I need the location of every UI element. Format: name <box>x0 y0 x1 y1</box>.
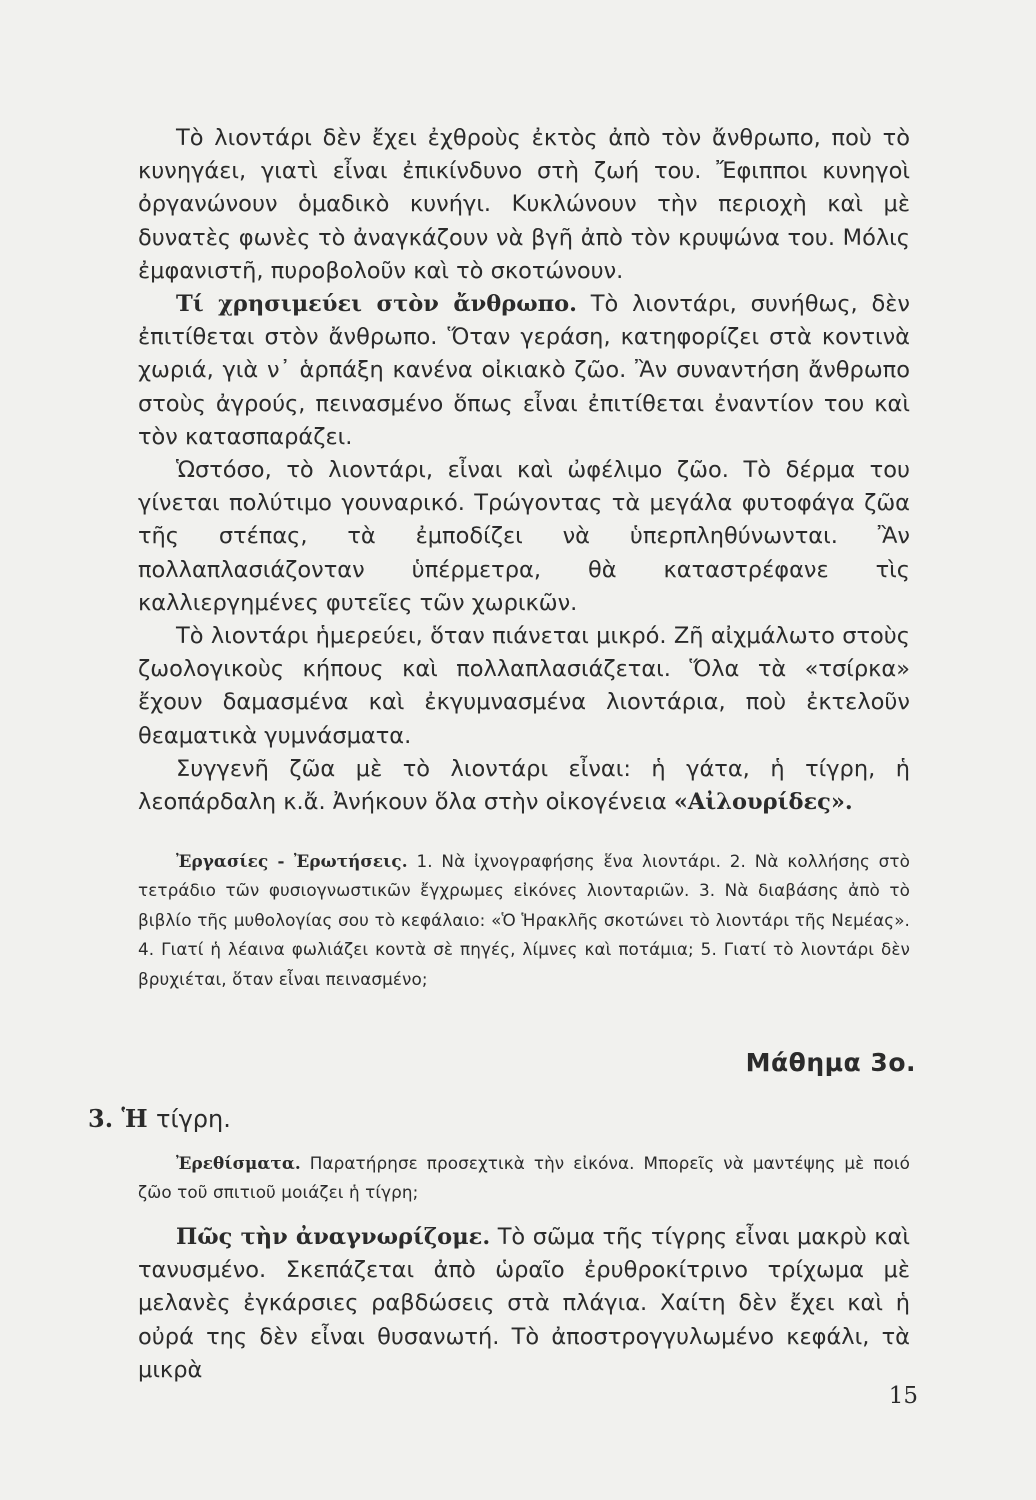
heading-recognition: Πῶς τὴν ἀναγνωρίζομε. <box>176 1224 491 1250</box>
recognition-block <box>138 1221 910 1387</box>
relatives-text: Συγγενῆ ζῶα μὲ τὸ λιοντάρι εἶναι: ἡ γάτα, ἡ τίγρη, ἡ λεοπάρδαλη κ.ἄ. Ἀνήκουν ὅλα στὴν οἰκογένεια <box>138 755 910 816</box>
exercises-block <box>138 847 910 994</box>
paragraph-lion-relatives <box>138 753 910 819</box>
section-number: 3. Ἡ <box>88 1104 148 1133</box>
paragraph-exercises <box>138 847 910 994</box>
paragraph-lion-captivity: Τὸ λιοντάρι ἡμερεύει, ὅταν πιάνεται μικρό. Ζῆ αἰχμάλωτο στοὺς ζωολογικοὺς κήπους καὶ πολλαπλασιάζεται. Ὅλα τὰ «τσίρκα» ἔχουν δαμασμένα καὶ ἐκγυμνασμένα λιοντάρια, ποὺ ἐκτελοῦν θεαματικὰ γυμνάσματα. <box>138 623 910 749</box>
paragraph-lion-enemies: Τὸ λιοντάρι δὲν ἔχει ἐχθροὺς ἐκτὸς ἀπὸ τὸν ἄνθρωπο, ποὺ τὸ κυνηγάει, γιατὶ εἶναι ἐπικίνδυνο στὴ ζωή του. Ἔφιπποι κυνηγοὶ ὀργανώνουν ὁμαδικὸ κυνήγι. Κυκλώνουν τὴν περιοχὴ καὶ μὲ δυνατὲς φωνὲς τὸ ἀναγκάζουν νὰ βγῆ ἀπὸ τὸν κρυψώνα του. Μόλις ἐμφανιστῆ, πυροβολοῦν καὶ τὸ σκοτώνουν. <box>138 125 910 284</box>
section-name: τίγρη. <box>156 1105 231 1133</box>
recognition-text: Τὸ σῶμα τῆς τίγρης εἶναι μακρὺ καὶ τανυσμένο. Σκεπάζεται ἀπὸ ὡραῖο ἐρυθροκίτρινο τρίχωμα μὲ μελανὲς ἐγκάρσιες ραβδώσεις στὰ πλάγια. Χαίτη δὲν ἔχει καὶ ἡ οὐρά της δὲν εἶναι θυσανωτή. Τὸ ἀποστρογγυλωμένο κεφάλι, τὰ μικρὰ <box>138 1224 910 1383</box>
paragraph-stimuli <box>138 1149 910 1208</box>
stimuli-block <box>138 1149 910 1208</box>
lesson-title: Μάθημα 3ο. <box>745 1048 916 1077</box>
section-title <box>88 1104 231 1133</box>
heading-stimuli: Ἐρεθίσματα. <box>176 1153 301 1173</box>
paragraph-lion-benefit: Ὡστόσο, τὸ λιοντάρι, εἶναι καὶ ὠφέλιμο ζῶο. Τὸ δέρμα του γίνεται πολύτιμο γουναρικό. Τρώγοντας τὰ μεγάλα φυτοφάγα ζῶα τῆς στέπας, τὰ ἐμποδίζει νὰ ὑπερπληθύνωνται. Ἂν πολλαπλασιάζονταν ὑπέρμετρα, θὰ καταστρέφανε τὶς καλλιεργημένες φυτεῖες τῶν χωρικῶν. <box>138 457 910 616</box>
usefulness-text: Τὸ λιοντάρι, συνήθως, δὲν ἐπιτίθεται στὸν ἄνθρωπο. Ὅταν γεράση, κατηφορίζει στὰ κοντινὰ χωριά, γιὰ ν᾽ ἁρπάξη κανένα οἰκιακὸ ζῶο. Ἂν συναντήση ἄνθρωπο στοὺς ἀγρούς, πεινασμένο ὅπως εἶναι ἐπιτίθεται ἐναντίον του καὶ τὸν κατασπαράζει. <box>138 291 910 450</box>
heading-usefulness: Τί χρησιμεύει στὸν ἄνθρωπο. <box>176 291 577 318</box>
paragraph-recognition <box>138 1221 910 1387</box>
family-name: «Αἰλουρίδες». <box>673 789 853 816</box>
lion-text-block <box>138 122 910 819</box>
page-number: 15 <box>888 1383 918 1409</box>
exercises-text: 1. Νὰ ἰχνογραφήσης ἕνα λιοντάρι. 2. Νὰ κολλήσης στὸ τετράδιο τῶν φυσιογνωστικῶν ἔγχρωμες εἰκόνες λιονταριῶν. 3. Νὰ διαβάσης ἀπὸ τὸ βιβλίο τῆς μυθολογίας σου τὸ κεφάλαιο: «Ὁ Ἡρακλῆς σκοτώνει τὸ λιοντάρι τῆς Νεμέας». 4. Γιατί ἡ λέαινα φωλιάζει κοντὰ σὲ πηγές, λίμνες καὶ ποτάμια; 5. Γιατί τὸ λιοντάρι δὲν βρυχιέται, ὅταν εἶναι πεινασμένο; <box>138 851 910 989</box>
heading-exercises: Ἐργασίες - Ἐρωτήσεις. <box>176 851 408 871</box>
stimuli-text: Παρατήρησε προσεχτικὰ τὴν εἰκόνα. Μπορεῖς νὰ μαντέψης μὲ ποιό ζῶο τοῦ σπιτιοῦ μοιάζει ἡ τίγρη; <box>138 1153 910 1203</box>
paragraph-lion-usefulness <box>138 288 910 454</box>
